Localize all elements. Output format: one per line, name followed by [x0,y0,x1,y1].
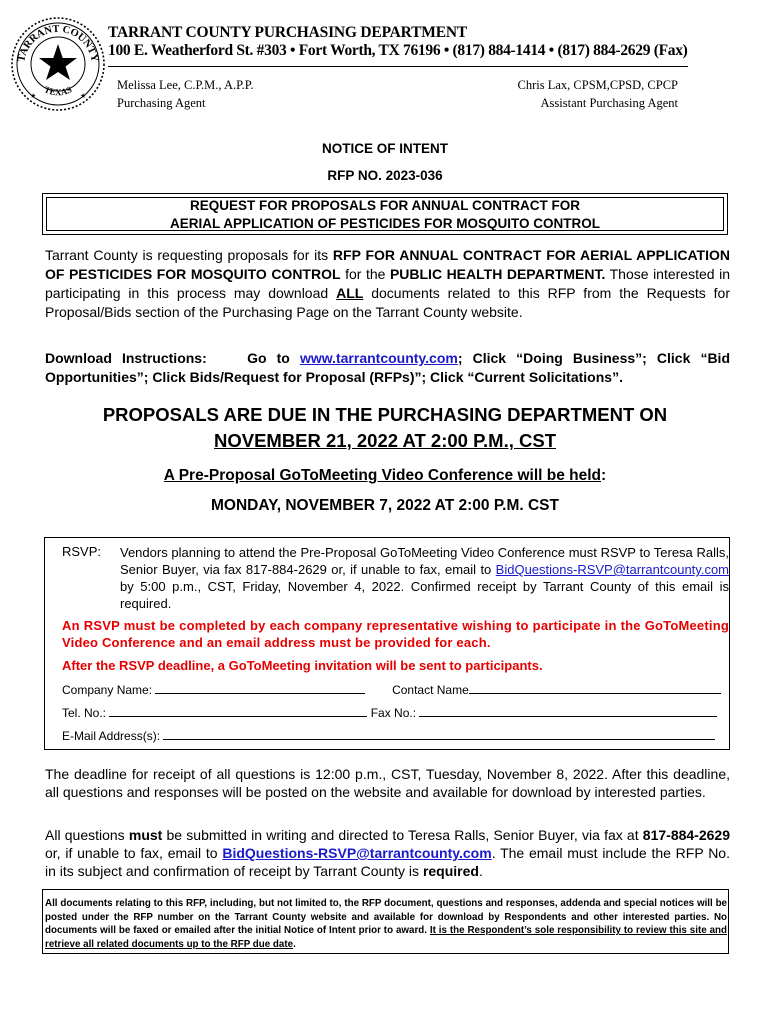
preproposal-heading [0,467,770,485]
rsvp-requirement-notice: An RSVP must be completed by each company representative wishing to participate in the GoToMeeting Video Conference and an email address must be provided for each. [62,618,729,650]
rsvp-text-b: by 5:00 p.m., CST, Friday, November 4, 2022. Confirmed receipt by Tarrant County of this email is required. [120,579,729,611]
download-go-to: Go to [247,350,300,366]
disclaimer-text [45,897,727,951]
q-text-e: . [478,863,483,879]
download-label: Download Instructions: [45,350,207,366]
disclaimer-responsibility: It is the Respondent’s sole responsibility to review this site and retrieve all related documents up to the RFP due date [45,925,727,950]
notice-heading: NOTICE OF INTENT [322,141,448,156]
rfp-number: RFP NO. 2023-036 [327,168,443,183]
purchasing-agent-block [117,76,253,112]
company-name-label: Company Name: [62,683,156,697]
intro-department: PUBLIC HEALTH DEPARTMENT. [389,266,606,282]
rsvp-instructions [120,544,729,612]
questions-email-link[interactable]: BidQuestions-RSVP@tarrantcounty.com [222,845,492,861]
questions-deadline-paragraph: The deadline for receipt of all questions is 12:00 p.m., CST, Tuesday, November 8, 2022. After this deadline, all questions and responses will be posted on the website and available for download by interested parties. [45,766,730,800]
intro-rfp-title: RFP FOR ANNUAL CONTRACT FOR AERIAL APPLICATION OF PESTICIDES FOR MOSQUITO CONTROL [45,247,730,282]
q-text-a: All questions [45,827,129,843]
q-fax-number: 817-884-2629 [642,827,730,843]
rsvp-label: RSVP: [62,544,102,559]
form-row-company [62,682,729,697]
q-text-c: or, if unable to fax, email to [45,845,223,861]
disclaimer-body: All documents relating to this RFP, including, but not limited to, the RFP document, questions and responses, addenda and special notices will be posted under the RFP number on the Tarrant County website and available for download by Respondents and other interested parties. No documents will be faxed or emailed after the initial Notice of Intent prior to award. [45,898,727,936]
intro-all: ALL [336,285,364,301]
tel-label: Tel. No.: [62,706,110,720]
form-row-phone [62,705,729,720]
form-row-email [62,728,729,743]
proposal-due-date: NOVEMBER 21, 2022 AT 2:00 P.M., CST [213,430,557,451]
assistant-agent-block [518,76,678,112]
rfp-title-line-2: AERIAL APPLICATION OF PESTICIDES FOR MOSQUITO CONTROL [169,216,601,231]
purchasing-agent-name: Melissa Lee, C.P.M., A.P.P. [117,78,254,92]
svg-text:TARRANT COUNTY: TARRANT COUNTY [16,23,100,63]
preproposal-colon: : [601,467,607,484]
intro-text-e: Those interested in participating in this process may download [45,266,730,301]
assistant-agent-title: Assistant Purchasing Agent [540,96,678,110]
rsvp-email-link[interactable]: BidQuestions-RSVP@tarrantcounty.com [495,562,729,577]
email-field[interactable] [163,728,715,740]
intro-paragraph [45,246,730,322]
contact-name-label: Contact Name [392,683,469,697]
department-title: TARRANT COUNTY PURCHASING DEPARTMENT [108,24,467,41]
county-seal-logo [8,14,108,114]
svg-text:TEXAS: TEXAS [42,84,74,98]
proposal-due-line-1: PROPOSALS ARE DUE IN THE PURCHASING DEPARTMENT ON [102,404,668,425]
company-name-field[interactable] [155,682,365,694]
preproposal-heading-text: A Pre-Proposal GoToMeeting Video Conference will be held [163,467,602,484]
purchasing-agent-title: Purchasing Agent [117,96,206,110]
intro-text-a: Tarrant County is requesting proposals for its [45,247,333,263]
disclaimer-end: . [293,938,296,950]
department-address: 100 E. Weatherford St. #303 • Fort Worth, TX 76196 • (817) 884-1414 • (817) 884-2629 (Fax) [108,42,688,59]
email-label: E-Mail Address(s): [62,729,164,743]
download-instructions [45,349,730,387]
q-text-b: be submitted in writing and directed to Teresa Ralls, Senior Buyer, via fax at [162,827,643,843]
rfp-title-box [42,193,728,235]
intro-text-c: for the [340,266,390,282]
svg-text:★: ★ [80,93,87,100]
proposal-due-block [0,402,770,454]
contact-name-field[interactable] [469,682,721,694]
assistant-agent-name: Chris Lax, CPSM,CPSD, CPCP [517,78,678,92]
q-required: required [422,863,479,879]
download-steps: ; Click “Doing Business”; Click “Bid Opportunities”; Click Bids/Request for Proposal (RFPs)”; Click “Current Solicitations”. [45,350,730,385]
header-divider [108,66,688,67]
preproposal-date: MONDAY, NOVEMBER 7, 2022 AT 2:00 P.M. CST [211,497,559,514]
svg-text:★: ★ [30,93,37,100]
questions-submission-paragraph [45,826,730,880]
rsvp-invitation-notice: After the RSVP deadline, a GoToMeeting invitation will be sent to participants. [62,658,543,673]
intro-text-g: documents related to this RFP from the Requests for Proposal/Bids section of the Purchasing Page on the Tarrant County website. [45,285,731,320]
fax-field[interactable] [419,705,717,717]
rfp-title-line-1: REQUEST FOR PROPOSALS FOR ANNUAL CONTRACT FOR [189,198,580,213]
q-must: must [128,827,163,843]
rsvp-text-a: Vendors planning to attend the Pre-Proposal GoToMeeting Video Conference must RSVP to Teresa Ralls, Senior Buyer, via fax 817-884-2629 or, if unable to fax, email to [120,545,729,577]
fax-label: Fax No.: [370,706,420,720]
tel-field[interactable] [109,705,367,717]
county-website-link[interactable]: www.tarrantcounty.com [299,350,458,366]
q-text-d: . The email must include the RFP No. in its subject and confirmation of receipt by Tarrant County is [45,845,730,879]
